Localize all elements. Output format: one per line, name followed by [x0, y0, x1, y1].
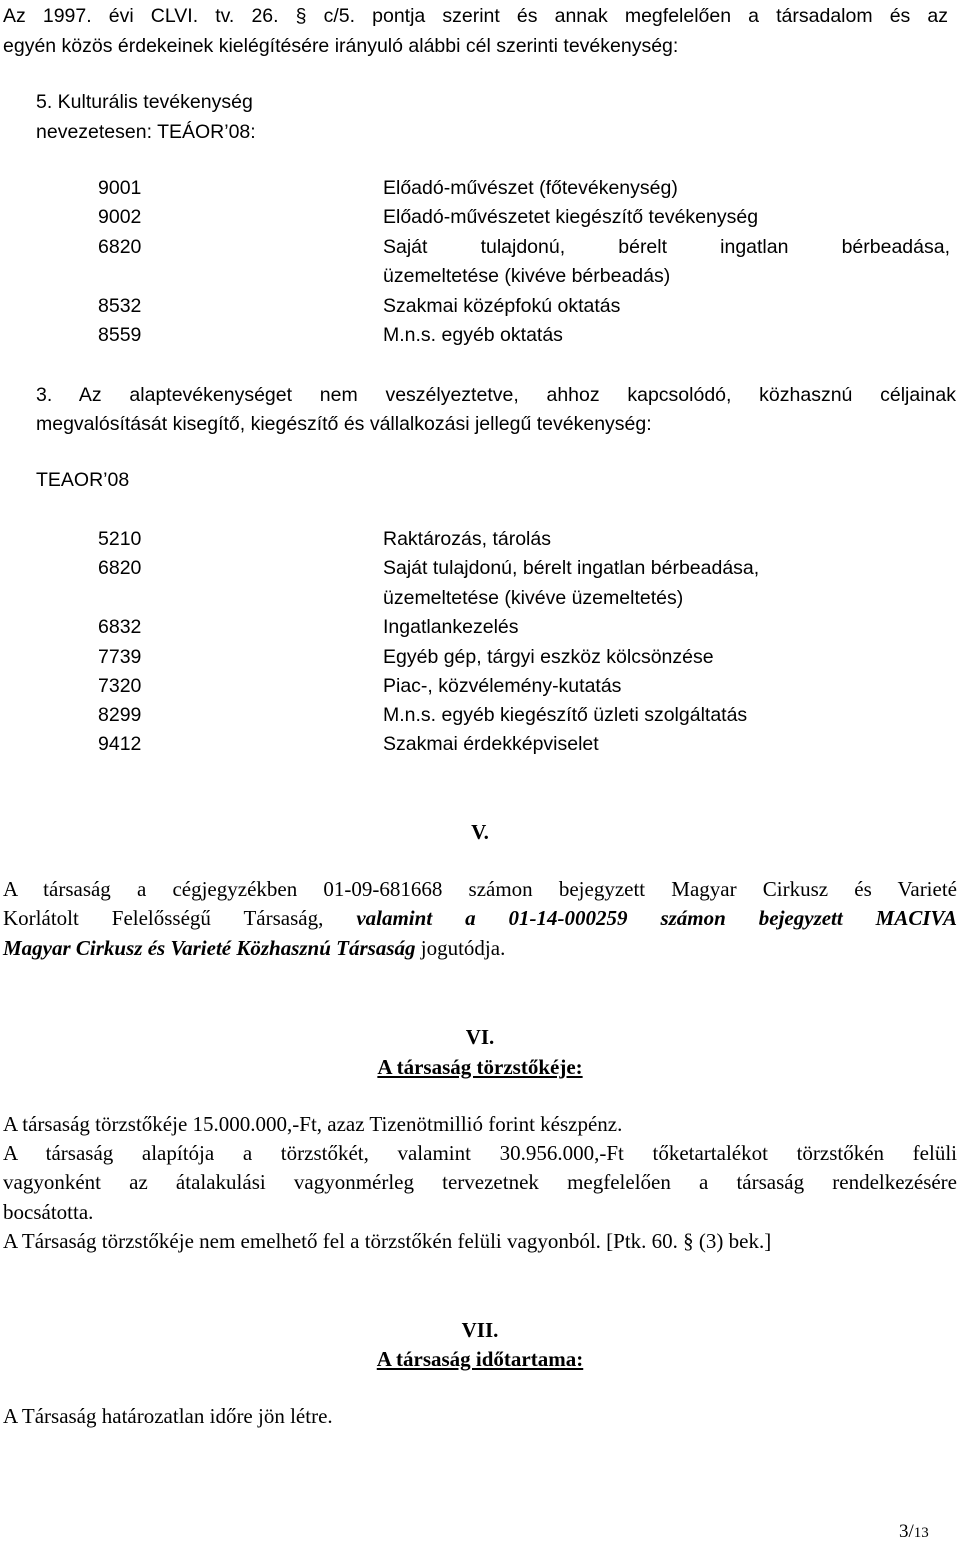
activity-description: Szakmai középfokú oktatás: [383, 295, 621, 317]
activity-description: Raktározás, tárolás: [383, 528, 551, 550]
chapter-5-emphasis: Magyar Cirkusz és Varieté Közhasznú Társaság: [3, 936, 416, 960]
activity-description: Egyéb gép, tárgyi eszköz kölcsönzése: [383, 646, 714, 668]
chapter-7-heading: VII.: [461, 1318, 499, 1342]
activity-description: M.n.s. egyéb oktatás: [383, 324, 563, 346]
section-3-line-1: 3. Az alaptevékenységet nem veszélyeztetve, ahhoz kapcsolódó, közhasznú céljainak: [36, 384, 956, 406]
activity-code: 9412: [98, 733, 142, 755]
activity-description: Saját tulajdonú, bérelt ingatlan bérbeadása,: [383, 236, 950, 258]
chapter-6-title: [0, 1053, 960, 1081]
chapter-6-paragraph-3: A Társaság törzstőkéje nem emelhető fel a törzstőkén felüli vagyonból. [Ptk. 60. § (3) bek.]: [3, 1229, 772, 1253]
intro-line-2: egyén közös érdekeinek kielégítésére irányuló alábbi cél szerinti tevékenység:: [3, 35, 679, 57]
activity-code: 9001: [98, 177, 142, 199]
chapter-5-heading: V.: [471, 820, 489, 844]
activity-code: 6820: [98, 236, 142, 258]
chapter-5-text: jogutódja.: [415, 936, 506, 960]
activity-code: 6820: [98, 557, 142, 579]
chapter-7-paragraph: A Társaság határozatlan időre jön létre.: [3, 1404, 333, 1428]
chapter-6-paragraph-2-line-2: vagyonként az átalakulási vagyonmérleg tervezetnek megfelelően a társaság rendelkezésére: [3, 1170, 957, 1194]
chapter-6-paragraph-1: A társaság törzstőkéje 15.000.000,-Ft, azaz Tizenötmillió forint készpénz.: [3, 1112, 623, 1136]
chapter-6-paragraph-2-line-1: A társaság alapítója a törzstőkét, valamint 30.956.000,-Ft tőketartalékot törzstőkén felüli: [3, 1141, 957, 1165]
activity-code: 8299: [98, 704, 142, 726]
section-5-subheading: nevezetesen: TEÁOR’08:: [36, 121, 256, 143]
activity-description: Előadó-művészetet kiegészítő tevékenység: [383, 206, 759, 228]
chapter-6-title-text: A társaság törzstőkéje:: [377, 1055, 583, 1079]
page-number-total: 13: [913, 1525, 929, 1541]
intro-line-1: Az 1997. évi CLVI. tv. 26. § c/5. pontja szerint és annak megfelelően a társadalom és az: [3, 5, 948, 27]
chapter-5-emphasis: valamint a 01-14-000259 számon bejegyzett MACIVA: [356, 906, 957, 930]
teaor-label: TEAOR’08: [36, 469, 130, 491]
activity-code: 8532: [98, 295, 142, 317]
section-5-heading: 5. Kulturális tevékenység: [36, 91, 253, 113]
activity-code: 9002: [98, 206, 142, 228]
chapter-7-title: [0, 1345, 960, 1373]
activity-description-continued: üzemeltetése (kivéve bérbeadás): [383, 265, 671, 287]
chapter-6-paragraph-2-line-3: bocsátotta.: [3, 1200, 94, 1224]
activity-description: Előadó-művészet (főtevékenység): [383, 177, 678, 199]
chapter-5-paragraph-line-3: [3, 934, 505, 962]
page-number: [899, 1518, 929, 1547]
activity-code: 7739: [98, 646, 142, 668]
activity-description: Piac-, közvélemény-kutatás: [383, 675, 622, 697]
activity-description-continued: üzemeltetése (kivéve üzemeltetés): [383, 587, 684, 609]
chapter-6-heading: VI.: [465, 1025, 495, 1049]
activity-code: 6832: [98, 616, 142, 638]
activity-code: 8559: [98, 324, 142, 346]
chapter-5-text: Korlátolt Felelősségű Társaság,: [3, 906, 357, 930]
activity-code: 7320: [98, 675, 142, 697]
activity-description: M.n.s. egyéb kiegészítő üzleti szolgáltatás: [383, 704, 748, 726]
chapter-5-paragraph-line-1: A társaság a cégjegyzékben 01-09-681668 számon bejegyzett Magyar Cirkusz és Varieté: [3, 877, 957, 901]
chapter-7-title-text: A társaság időtartama:: [376, 1347, 584, 1371]
page-number-current: 3/: [899, 1521, 914, 1542]
activity-description: Saját tulajdonú, bérelt ingatlan bérbeadása,: [383, 557, 760, 579]
chapter-5-paragraph-line-2: [3, 904, 957, 932]
section-3-line-2: megvalósítását kisegítő, kiegészítő és vállalkozási jellegű tevékenység:: [36, 413, 652, 435]
activity-description: Szakmai érdekképviselet: [383, 733, 599, 755]
activity-code: 5210: [98, 528, 142, 550]
activity-description: Ingatlankezelés: [383, 616, 519, 638]
